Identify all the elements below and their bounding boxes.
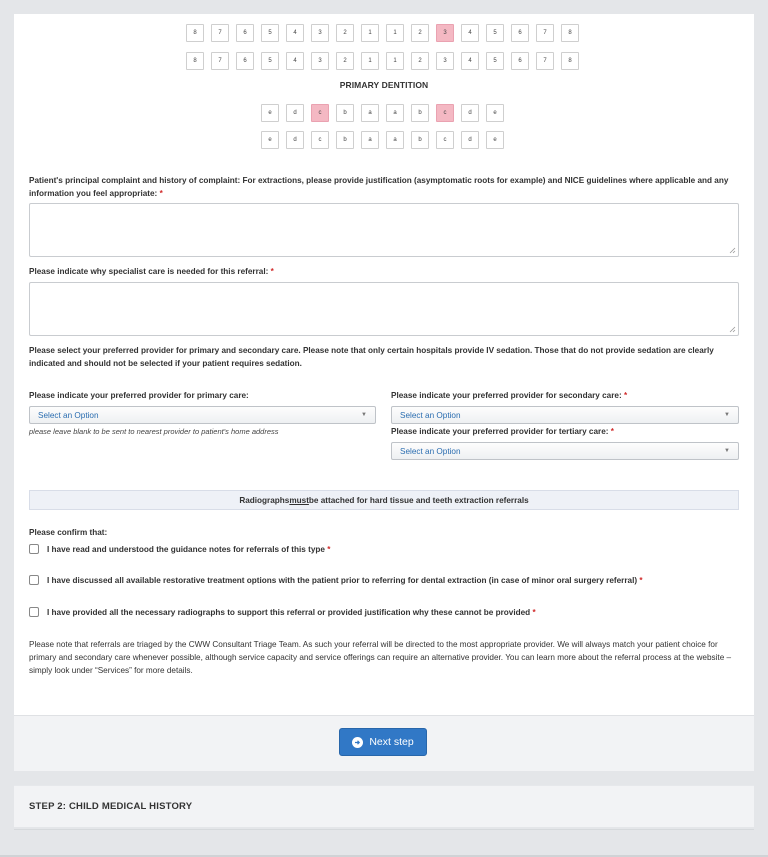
tooth-button[interactable]: 1 [386,52,404,70]
tooth-button[interactable]: 6 [236,52,254,70]
tooth-button[interactable]: e [261,104,279,122]
confirm-restorative[interactable]: I have discussed all available restorative treatment options with the patient prior to referring for dental extraction (in case of minor oral surgery referral) * [29,575,643,585]
tooth-button[interactable]: c [436,104,454,122]
tooth-button[interactable]: 8 [186,24,204,42]
tooth-button[interactable]: 5 [261,24,279,42]
tooth-button[interactable]: 7 [211,52,229,70]
tooth-button[interactable]: 8 [561,52,579,70]
tooth-button[interactable]: 1 [361,24,379,42]
tooth-button[interactable]: c [311,131,329,149]
radiographs-checkbox[interactable] [29,607,39,617]
tooth-button[interactable]: b [411,104,429,122]
tooth-button[interactable]: 2 [336,24,354,42]
tooth-button[interactable]: b [336,104,354,122]
primary-upper-teeth [261,104,504,122]
tooth-button[interactable]: 5 [486,52,504,70]
tooth-button[interactable]: 3 [436,24,454,42]
tooth-button[interactable]: 8 [561,24,579,42]
complaint-label: Patient's principal complaint and history of complaint: For extractions, please provide justification (asymptomatic roots for example) and NICE guidelines where applicable and any information you feel appropriate: * [29,176,729,198]
specialist-label: Please indicate why specialist care is needed for this referral: * [29,267,274,276]
triage-note: Please note that referrals are triaged by the CWW Consultant Triage Team. As such your referral will be directed to the most appropriate provider. We will always match your patient choice for primary and secondary care whenever possible, although service capacity and service offerings can require an alternative provider. You can learn more about the referral process at the website – simply look under “Services” for more details. [29,640,732,675]
tooth-button[interactable]: 1 [386,24,404,42]
next-step-button[interactable]: Next step [339,728,427,756]
tooth-button[interactable]: 2 [336,52,354,70]
tooth-button[interactable]: 7 [536,24,554,42]
tooth-button[interactable]: a [386,131,404,149]
tooth-button[interactable]: a [361,131,379,149]
circle-arrow-right-icon [352,737,363,748]
tooth-button[interactable]: 2 [411,52,429,70]
confirm-radiographs[interactable]: I have provided all the necessary radiographs to support this referral or provided justification why these cannot be provided * [29,607,536,617]
guidance-checkbox[interactable] [29,544,39,554]
tooth-button[interactable]: c [436,131,454,149]
tooth-button[interactable]: 2 [411,24,429,42]
primary-dentition-title: PRIMARY DENTITION [339,80,429,90]
tooth-button[interactable]: 7 [536,52,554,70]
tooth-button[interactable]: a [386,104,404,122]
tooth-button[interactable]: 7 [211,24,229,42]
tooth-button[interactable]: 1 [361,52,379,70]
tooth-button[interactable]: b [411,131,429,149]
primary-care-label: Please indicate your preferred provider for primary care: [29,391,249,400]
tooth-button[interactable]: d [286,131,304,149]
resize-grip-icon [729,247,736,254]
tooth-button[interactable]: 4 [461,24,479,42]
tooth-button[interactable]: d [461,131,479,149]
caret-down-icon: ▼ [724,412,730,418]
tooth-button[interactable]: 3 [436,52,454,70]
primary-lower-teeth [261,131,504,149]
caret-down-icon: ▼ [361,412,367,418]
restorative-checkbox[interactable] [29,575,39,585]
tooth-button[interactable]: e [261,131,279,149]
resize-grip-icon [729,326,736,333]
secondary-care-select[interactable]: Select an Option ▼ [391,406,739,424]
step2-title[interactable]: STEP 2: CHILD MEDICAL HISTORY [29,801,193,812]
specialist-textarea[interactable] [29,282,739,336]
tooth-button[interactable]: 3 [311,52,329,70]
tooth-button[interactable]: 4 [461,52,479,70]
divider [14,829,754,830]
tooth-button[interactable]: c [311,104,329,122]
tooth-button[interactable]: e [486,131,504,149]
tooth-button[interactable]: a [361,104,379,122]
tooth-button[interactable]: b [336,131,354,149]
tooth-button[interactable]: 6 [511,24,529,42]
tooth-button[interactable]: 3 [311,24,329,42]
tooth-button[interactable]: 6 [236,24,254,42]
tooth-button[interactable]: 4 [286,52,304,70]
tooth-button[interactable]: 6 [511,52,529,70]
tertiary-care-select[interactable]: Select an Option ▼ [391,442,739,460]
tooth-button[interactable]: d [286,104,304,122]
tooth-button[interactable]: 4 [286,24,304,42]
radiograph-notice: Radiographs must be attached for hard tissue and teeth extraction referrals [29,490,739,510]
confirm-guidance[interactable]: I have read and understood the guidance notes for referrals of this type * [29,544,330,554]
secondary-care-label: Please indicate your preferred provider for secondary care: * [391,391,628,400]
provider-note: Please select your preferred provider for primary and secondary care. Please note that only certain hospitals provide IV sedation. Those that do not provide sedation are clearly indicated and should not be selected if your patient requires sedation. [29,346,714,368]
tertiary-care-label: Please indicate your preferred provider for tertiary care: * [391,427,614,436]
tooth-button[interactable]: d [461,104,479,122]
caret-down-icon: ▼ [724,448,730,454]
tooth-button[interactable]: 5 [261,52,279,70]
tooth-button[interactable]: 8 [186,52,204,70]
primary-care-select[interactable]: Select an Option ▼ [29,406,376,424]
complaint-textarea[interactable] [29,203,739,257]
permanent-lower-teeth [186,52,579,70]
tooth-button[interactable]: 5 [486,24,504,42]
confirm-label: Please confirm that: [29,528,108,537]
tooth-button[interactable]: e [486,104,504,122]
permanent-upper-teeth [186,24,579,42]
primary-care-hint: please leave blank to be sent to nearest provider to patient's home address [29,427,279,436]
